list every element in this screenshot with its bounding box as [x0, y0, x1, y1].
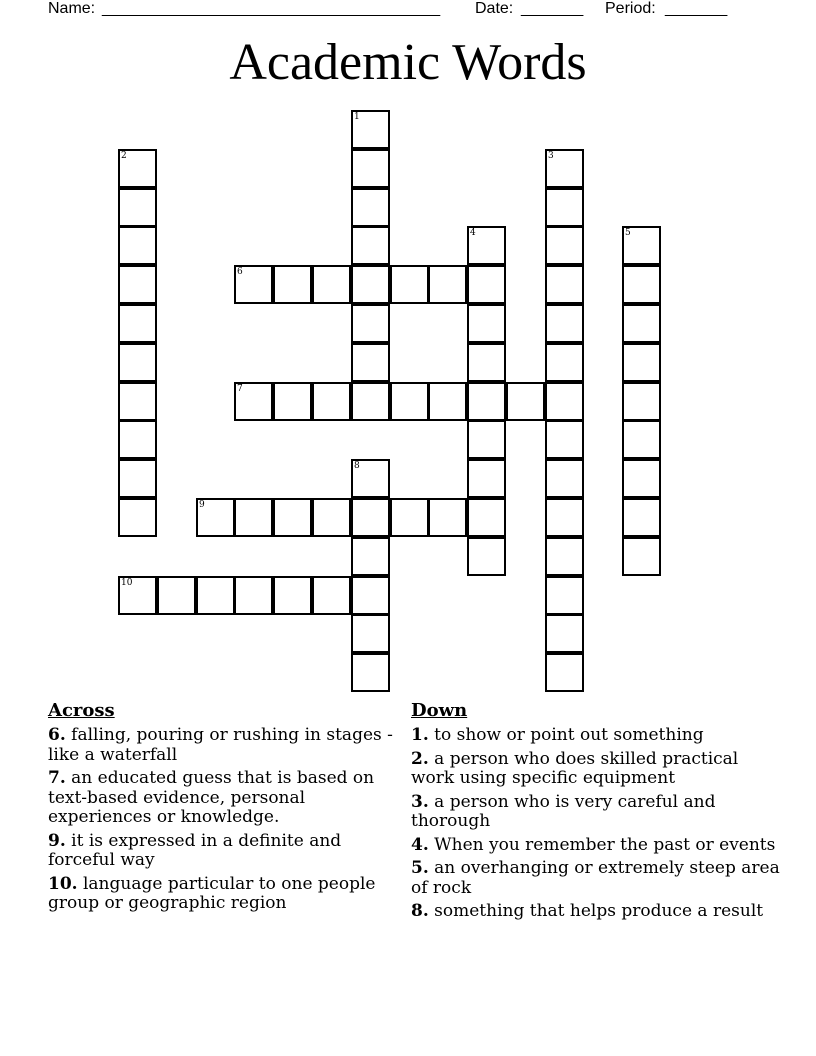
grid-cell[interactable] [351, 110, 390, 149]
clue-number: 10. [48, 873, 78, 894]
grid-cell[interactable] [351, 653, 390, 692]
clue-text: something that helps produce a result [434, 901, 764, 921]
grid-cell[interactable] [312, 576, 351, 615]
clue-number: 2 [121, 151, 127, 161]
clue-text: an overhanging or extremely steep area of rock [411, 858, 780, 898]
across-clue [48, 832, 408, 871]
grid-cell[interactable] [118, 149, 157, 188]
across-clues [48, 700, 408, 918]
clue-number: 6 [237, 267, 243, 277]
grid-cell[interactable] [622, 265, 661, 304]
grid-cell[interactable] [545, 304, 584, 343]
grid-cell[interactable] [234, 382, 273, 421]
name-label: Name: [48, 0, 96, 17]
grid-cell[interactable] [428, 382, 467, 421]
down-clue [411, 836, 781, 856]
down-clues [411, 700, 781, 926]
grid-cell[interactable] [351, 304, 390, 343]
grid-cell[interactable] [467, 498, 506, 537]
grid-cell[interactable] [351, 498, 390, 537]
grid-cell[interactable] [118, 420, 157, 459]
grid-cell[interactable] [351, 188, 390, 227]
clue-number: 7. [48, 768, 66, 788]
grid-cell[interactable] [351, 265, 390, 304]
grid-cell[interactable] [312, 498, 351, 537]
grid-cell[interactable] [118, 188, 157, 227]
clue-text: an educated guess that is based on text-based evidence, personal experiences or knowledge. [48, 768, 375, 827]
grid-cell[interactable] [467, 265, 506, 304]
clue-number: 1. [411, 725, 429, 745]
clue-number: 8. [411, 901, 429, 921]
grid-cell[interactable] [545, 537, 584, 576]
grid-cell[interactable] [545, 226, 584, 265]
across-clue [48, 769, 408, 828]
clue-number: 3. [411, 791, 429, 812]
grid-cell[interactable] [157, 576, 196, 615]
grid-cell[interactable] [622, 420, 661, 459]
grid-cell[interactable] [234, 265, 273, 304]
clue-number: 8 [354, 461, 360, 471]
grid-cell[interactable] [545, 576, 584, 615]
grid-cell[interactable] [351, 382, 390, 421]
across-clue-list [48, 726, 408, 914]
date-line[interactable]: _______ [521, 0, 584, 17]
grid-cell[interactable] [312, 265, 351, 304]
grid-cell[interactable] [273, 265, 312, 304]
grid-cell[interactable] [118, 459, 157, 498]
grid-cell[interactable] [545, 420, 584, 459]
clue-text: a person who is very careful and thorough [411, 791, 716, 831]
clue-text: falling, pouring or rushing in stages - like a waterfall [48, 725, 393, 765]
grid-cell[interactable] [506, 382, 545, 421]
page-title: Academic Words [229, 34, 587, 91]
grid-cell[interactable] [351, 576, 390, 615]
grid-cell[interactable] [622, 537, 661, 576]
grid-cell[interactable] [351, 226, 390, 265]
grid-cell[interactable] [118, 226, 157, 265]
clue-number: 3 [548, 151, 554, 161]
grid-cell[interactable] [351, 537, 390, 576]
down-clue [411, 750, 781, 789]
grid-cell[interactable] [467, 382, 506, 421]
grid-cell[interactable] [622, 226, 661, 265]
grid-cell[interactable] [545, 653, 584, 692]
grid-cell[interactable] [622, 343, 661, 382]
clue-text: a person who does skilled practical work using specific equipment [411, 748, 739, 788]
grid-cell[interactable] [467, 304, 506, 343]
grid-cell[interactable] [196, 498, 235, 537]
across-heading: Across [48, 700, 115, 721]
grid-cell[interactable] [118, 304, 157, 343]
clue-number: 2. [411, 748, 429, 769]
grid-cell[interactable] [118, 576, 157, 615]
clue-text: it is expressed in a definite and forceful way [48, 830, 342, 870]
period-line[interactable]: _______ [665, 0, 728, 17]
down-clue [411, 793, 781, 832]
down-clue [411, 902, 781, 922]
grid-cell[interactable] [118, 382, 157, 421]
grid-cell[interactable] [390, 382, 429, 421]
grid-cell[interactable] [351, 149, 390, 188]
grid-cell[interactable] [467, 226, 506, 265]
clue-number: 4. [411, 834, 429, 855]
grid-cell[interactable] [622, 304, 661, 343]
grid-cell[interactable] [545, 149, 584, 188]
grid-cell[interactable] [234, 576, 273, 615]
grid-cell[interactable] [273, 498, 312, 537]
grid-cell[interactable] [428, 498, 467, 537]
grid-cell[interactable] [622, 459, 661, 498]
clue-number: 9 [199, 500, 205, 510]
across-clue [48, 726, 408, 765]
grid-cell[interactable] [273, 576, 312, 615]
clue-text: to show or point out something [434, 725, 704, 745]
clue-number: 7 [237, 384, 243, 394]
across-clue [48, 875, 408, 914]
clue-number: 5. [411, 858, 429, 878]
clue-number: 6. [48, 725, 66, 745]
grid-cell[interactable] [196, 576, 235, 615]
grid-cell[interactable] [467, 537, 506, 576]
grid-cell[interactable] [545, 343, 584, 382]
down-clue [411, 726, 781, 746]
grid-cell[interactable] [118, 498, 157, 537]
grid-cell[interactable] [545, 382, 584, 421]
grid-cell[interactable] [467, 459, 506, 498]
grid-cell[interactable] [545, 265, 584, 304]
grid-cell[interactable] [118, 265, 157, 304]
down-heading: Down [411, 700, 468, 721]
grid-cell[interactable] [467, 420, 506, 459]
grid-cell[interactable] [545, 188, 584, 227]
grid-cell[interactable] [622, 498, 661, 537]
clue-number: 1 [354, 112, 360, 122]
date-label: Date: [475, 0, 514, 17]
grid-cell[interactable] [390, 265, 429, 304]
grid-cell[interactable] [467, 343, 506, 382]
grid-cell[interactable] [312, 382, 351, 421]
clue-number: 4 [470, 228, 476, 238]
grid-cell[interactable] [545, 498, 584, 537]
down-clue [411, 859, 781, 898]
grid-cell[interactable] [118, 343, 157, 382]
down-clue-list [411, 726, 781, 922]
clue-number: 5 [625, 228, 631, 238]
clue-text: language particular to one people group or geographic region [48, 873, 376, 913]
grid-cell[interactable] [351, 343, 390, 382]
clue-number: 10 [121, 578, 133, 588]
grid-cell[interactable] [351, 614, 390, 653]
grid-cell[interactable] [273, 382, 312, 421]
clue-number: 9. [48, 830, 66, 851]
grid-cell[interactable] [390, 498, 429, 537]
grid-cell[interactable] [545, 459, 584, 498]
grid-cell[interactable] [234, 498, 273, 537]
grid-cell[interactable] [545, 614, 584, 653]
grid-cell[interactable] [351, 459, 390, 498]
grid-cell[interactable] [622, 382, 661, 421]
clue-text: When you remember the past or events [434, 834, 776, 855]
name-line[interactable]: ______________________________________ [102, 0, 441, 17]
grid-cell[interactable] [428, 265, 467, 304]
period-label: Period: [605, 0, 656, 17]
